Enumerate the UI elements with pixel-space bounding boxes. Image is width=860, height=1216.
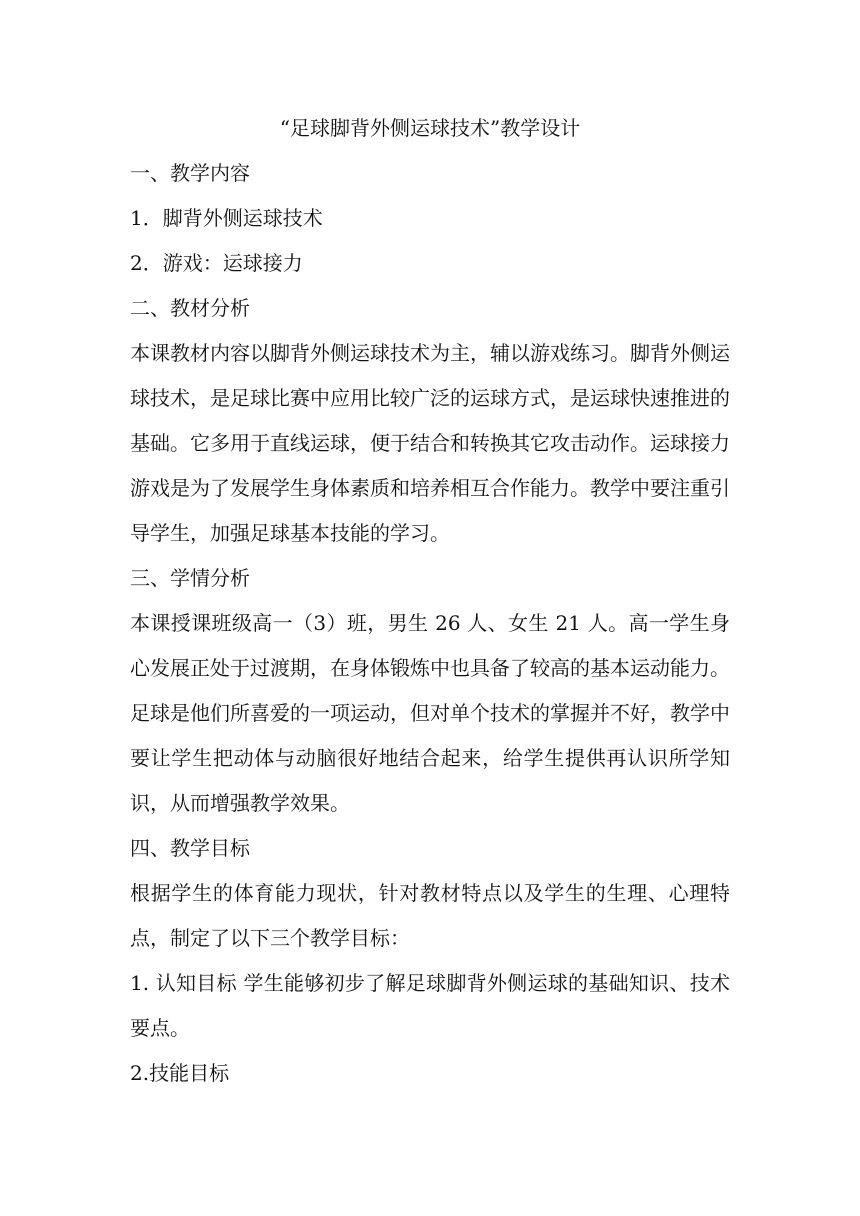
section-heading-material-analysis: 二、教材分析	[130, 296, 250, 320]
teaching-goals-paragraph: 根据学生的体育能力现状，针对教材特点以及学生的生理、心理特点，制定了以下三个教学目标：	[130, 881, 730, 950]
list-item: 1．脚背外侧运球技术	[130, 206, 323, 230]
skill-goal-item: 2.技能目标	[130, 1061, 230, 1085]
document-title: “足球脚背外侧运球技术”教学设计	[279, 116, 581, 140]
list-item: 2．游戏：运球接力	[130, 251, 303, 275]
section-heading-teaching-goals: 四、教学目标	[130, 836, 250, 860]
section-heading-teaching-content: 一、教学内容	[130, 161, 250, 185]
student-analysis-paragraph: 本课授课班级高一（3）班，男生 26 人、女生 21 人。高一学生身心发展正处于过渡期，在身体锻炼中也具备了较高的基本运动能力。足球是他们所喜爱的一项运动，但对单个技术的掌握并不好，教学中要让学生把动体与动脑很好地结合起来，给学生提供再认识所学知识，从而增强教学效果。	[130, 611, 730, 815]
cognitive-goal-item: 1. 认知目标 学生能够初步了解足球脚背外侧运球的基础知识、技术要点。	[130, 971, 730, 1040]
section-heading-student-analysis: 三、学情分析	[130, 566, 250, 590]
material-analysis-paragraph: 本课教材内容以脚背外侧运球技术为主，辅以游戏练习。脚背外侧运球技术，是足球比赛中应用比较广泛的运球方式，是运球快速推进的基础。它多用于直线运球，便于结合和转换其它攻击动作。运球接力游戏是为了发展学生身体素质和培养相互合作能力。教学中要注重引导学生，加强足球基本技能的学习。	[130, 341, 730, 545]
document-body	[130, 106, 730, 1096]
